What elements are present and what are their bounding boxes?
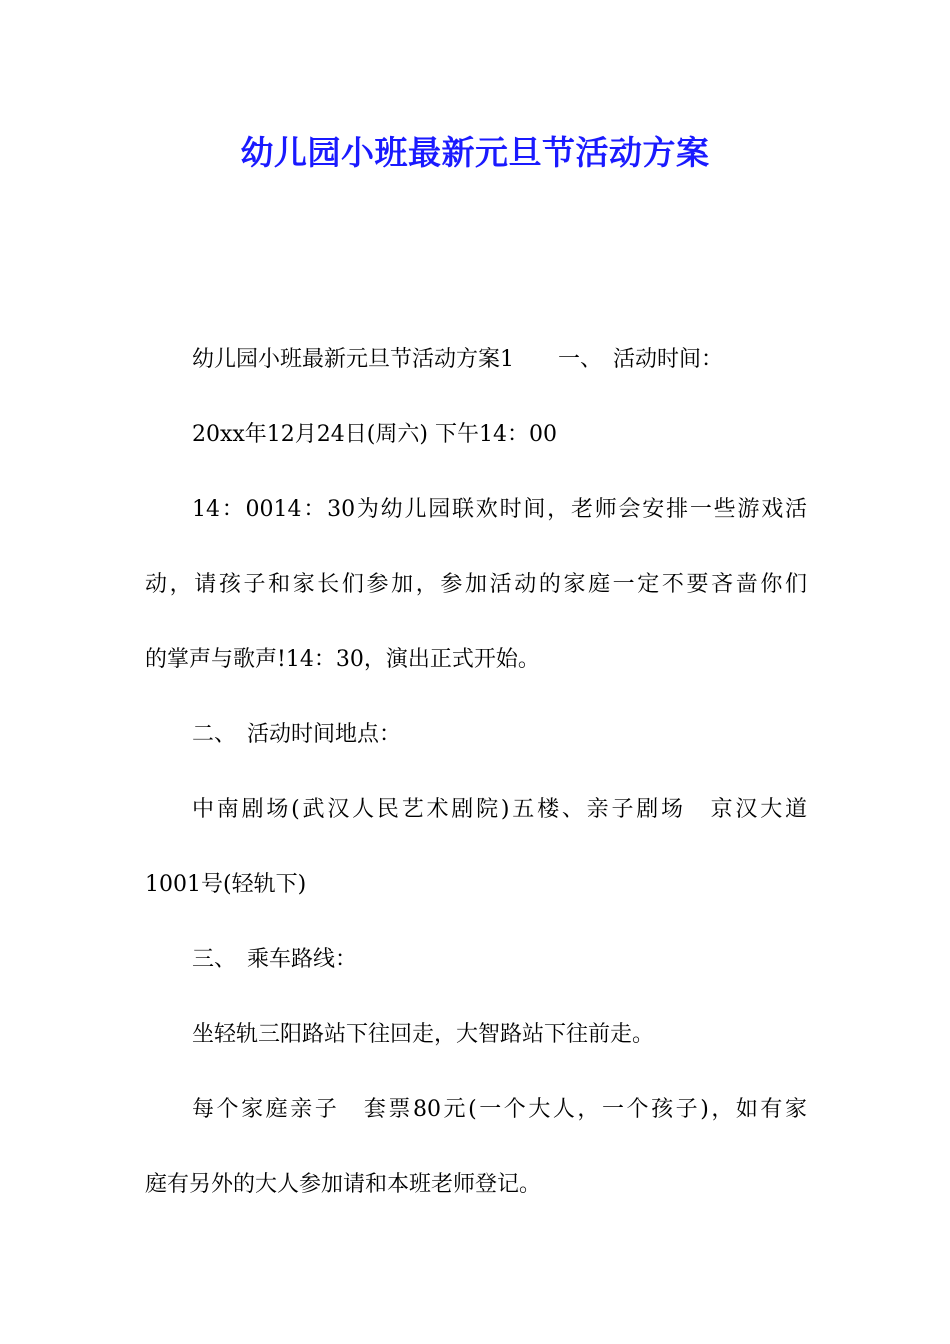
text-line: 1001号(轻轨下): [145, 872, 307, 897]
text-line: 幼儿园小班最新元旦节活动方案1 一、 活动时间：: [192, 347, 723, 372]
text-line: 14：0014：30为幼儿园联欢时间，老师会安排一些游戏活: [192, 497, 807, 522]
document-body: [145, 335, 807, 1235]
text-line: 每个家庭亲子 套票80元(一个大人，一个孩子)，如有家: [192, 1097, 807, 1122]
text-line: 20xx年12月24日(周六) 下午14：00: [192, 422, 557, 447]
text-line: 坐轻轨三阳路站下往回走，大智路站下往前走。: [192, 1022, 655, 1047]
document-title: 幼儿园小班最新元旦节活动方案: [240, 133, 710, 172]
text-line: 庭有另外的大人参加请和本班老师登记。: [145, 1172, 542, 1197]
text-line: 动，请孩子和家长们参加，参加活动的家庭一定不要吝啬你们: [145, 572, 807, 597]
text-line: 三、 乘车路线：: [192, 947, 358, 972]
text-line: 二、 活动时间地点：: [192, 722, 402, 747]
text-line: 的掌声与歌声!14：30，演出正式开始。: [145, 647, 540, 672]
text-line: 中南剧场(武汉人民艺术剧院)五楼、亲子剧场 京汉大道: [192, 797, 807, 822]
